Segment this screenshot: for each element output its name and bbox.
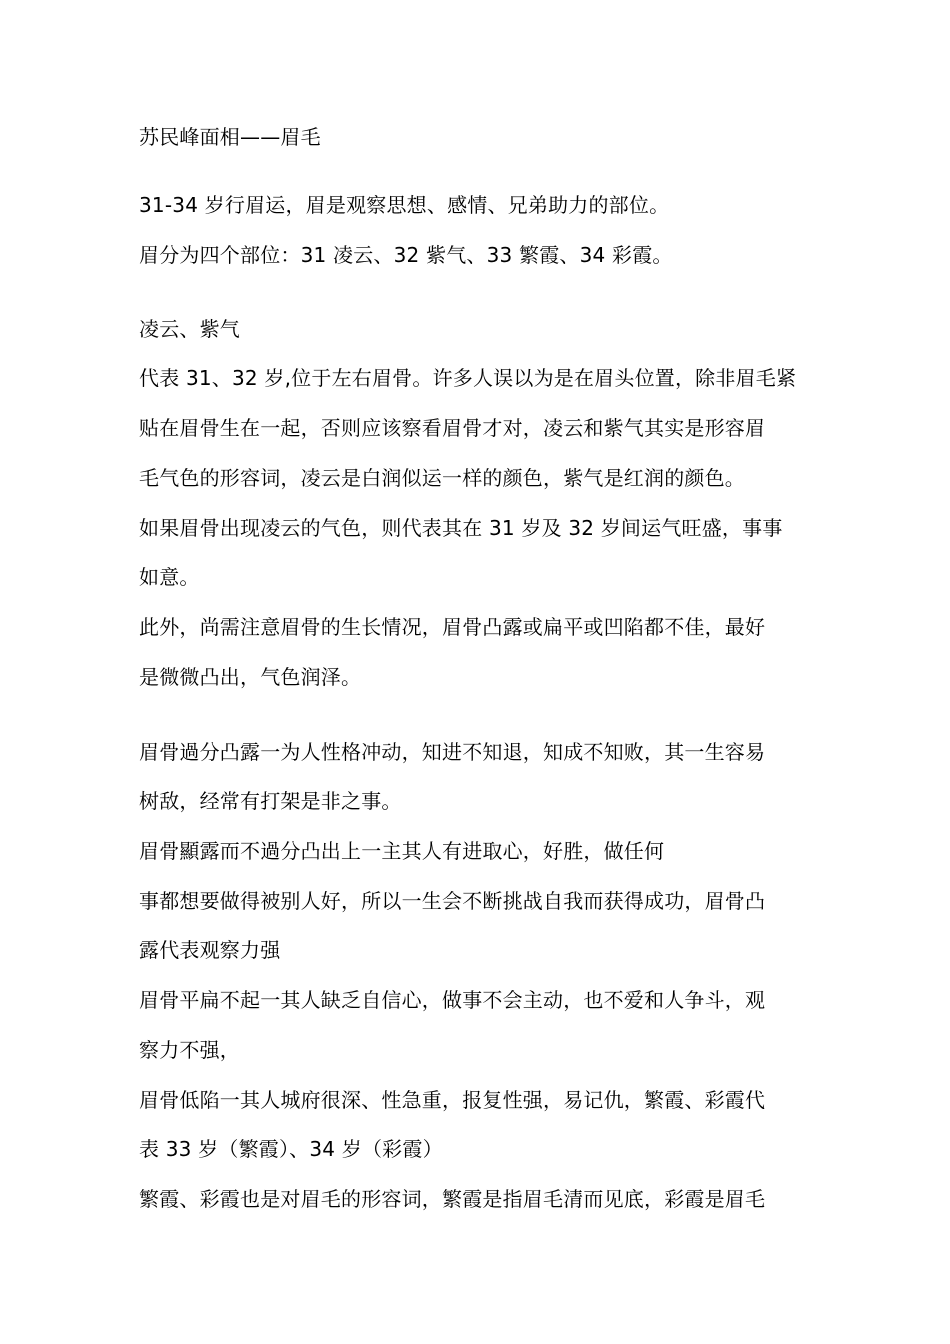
paragraph-line: 31-34 岁行眉运，眉是观察思想、感情、兄弟助力的部位。 bbox=[139, 193, 670, 217]
paragraph-line: 眉骨低陷一其人城府很深、性急重，报复性强，易记仇，繁霞、彩霞代 bbox=[139, 1088, 766, 1112]
paragraph-line: 表 33 岁（繁霞）、34 岁（彩霞） bbox=[139, 1137, 443, 1161]
paragraph-line: 事都想要做得被别人好，所以一生会不断挑战自我而获得成功，眉骨凸 bbox=[139, 889, 766, 913]
paragraph-line: 是微微凸出，气色润泽。 bbox=[139, 665, 362, 689]
paragraph-line: 露代表观察力强 bbox=[139, 938, 281, 962]
paragraph-line: 如意。 bbox=[139, 565, 200, 589]
paragraph-line: 如果眉骨出现凌云的气色，则代表其在 31 岁及 32 岁间运气旺盛，事事 bbox=[139, 516, 783, 540]
paragraph-line: 毛气色的形容词，凌云是白润似运一样的颜色，紫气是红润的颜色。 bbox=[139, 466, 745, 490]
section-heading: 凌云、紫气 bbox=[139, 317, 240, 341]
paragraph-line: 树敌，经常有打架是非之事。 bbox=[139, 789, 402, 813]
paragraph-line: 察力不强， bbox=[139, 1038, 240, 1062]
paragraph-line: 眉分为四个部位：31 凌云、32 紫气、33 繁霞、34 彩霞。 bbox=[139, 243, 673, 267]
paragraph-line: 眉骨顯露而不過分凸出上一主其人有进取心，好胜，做任何 bbox=[139, 839, 665, 863]
document-title: 苏民峰面相——眉毛 bbox=[139, 125, 321, 149]
paragraph-line: 眉骨平扁不起一其人缺乏自信心，做事不会主动，也不爱和人争斗，观 bbox=[139, 988, 766, 1012]
paragraph-line: 贴在眉骨生在一起，否则应该察看眉骨才对，凌云和紫气其实是形容眉 bbox=[139, 416, 766, 440]
paragraph-line: 繁霞、彩霞也是对眉毛的形容词，繁霞是指眉毛清而见底，彩霞是眉毛 bbox=[139, 1187, 766, 1211]
paragraph-line: 代表 31、32 岁,位于左右眉骨。许多人误以为是在眉头位置，除非眉毛紧 bbox=[139, 366, 797, 390]
paragraph-line: 眉骨過分凸露一为人性格冲动，知进不知退，知成不知败，其一生容易 bbox=[139, 740, 766, 764]
paragraph-line: 此外，尚需注意眉骨的生长情况，眉骨凸露或扁平或凹陷都不佳，最好 bbox=[139, 615, 766, 639]
